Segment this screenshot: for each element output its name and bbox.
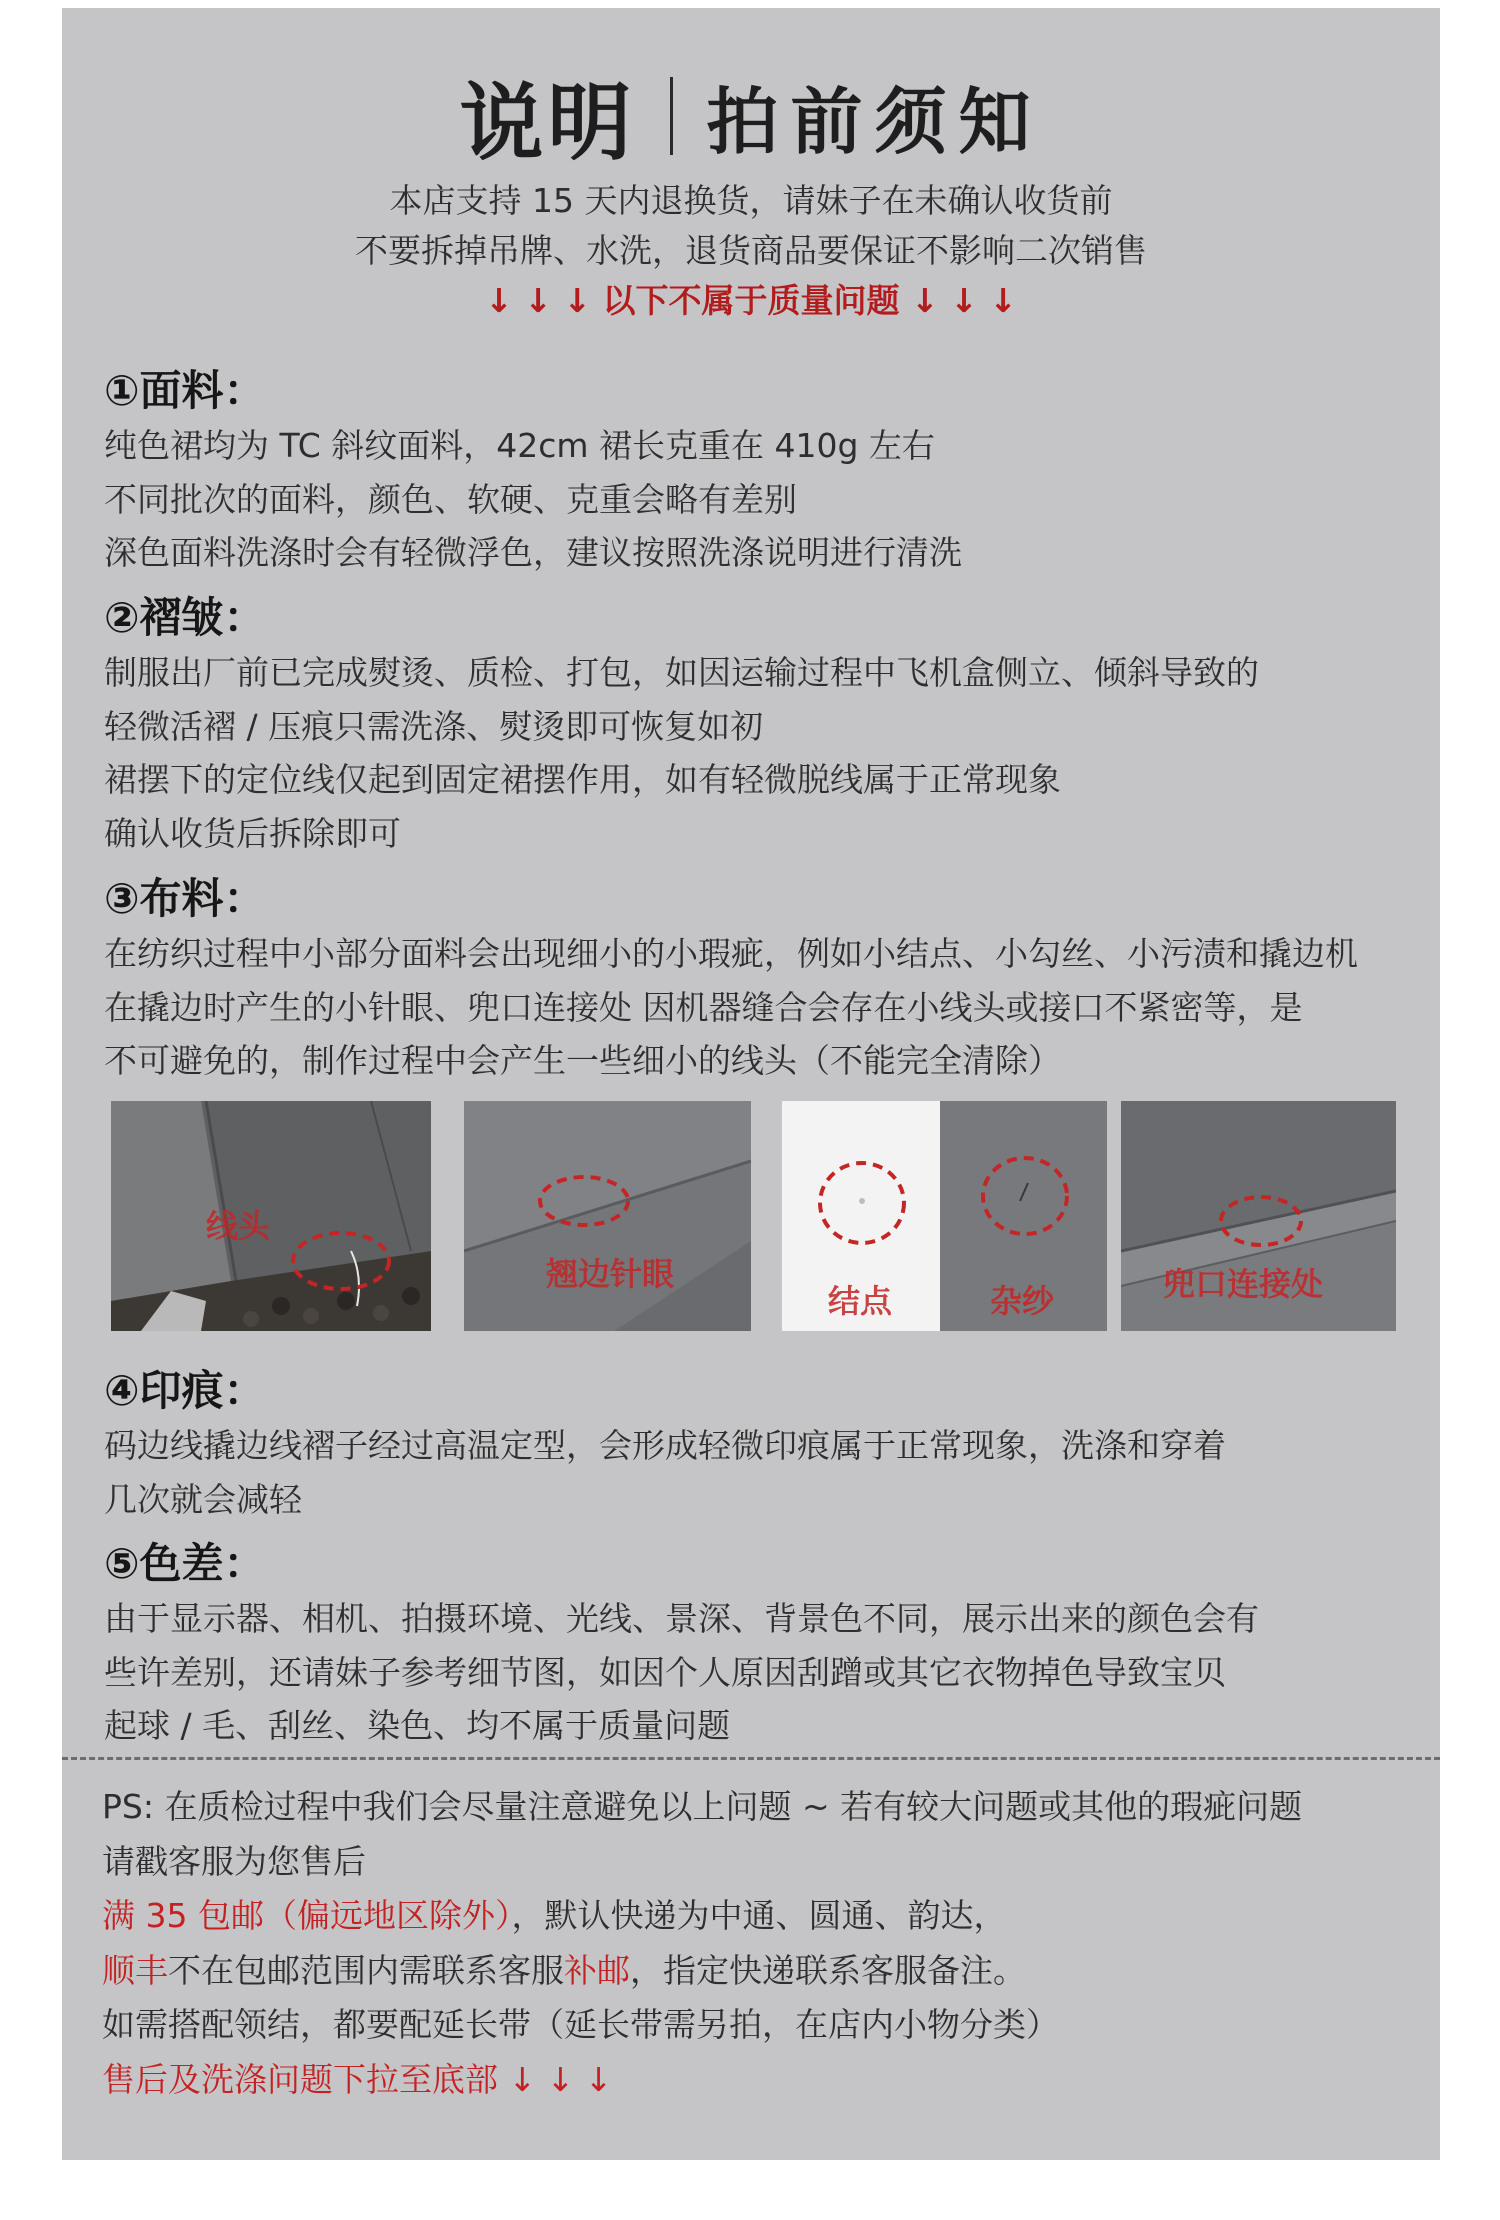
title-divider [670, 77, 673, 155]
section-color-diff [104, 1536, 1404, 1753]
photo-stray-yarn [940, 1101, 1107, 1331]
ps-block [102, 1780, 1412, 2107]
section-marks [104, 1363, 1404, 1526]
section-line: 裙摆下的定位线仅起到固定裙摆作用，如有轻微脱线属于正常现象 [104, 760, 1061, 799]
sf-express-text: 顺丰 [102, 1950, 168, 1990]
section-title: ①面料： [104, 366, 266, 415]
section-line: 些许差别，还请妹子参考细节图，如因个人原因刮蹭或其它衣物掉色导致宝贝 [104, 1652, 1226, 1692]
ps-line: 如需搭配领结，都要配延长带（延长带需另拍，在店内小物分类） [102, 2005, 1059, 2044]
section-body [104, 1592, 1404, 1753]
section-line: 深色面料洗涤时会有轻微浮色，建议按照洗涤说明进行清洗 [104, 533, 962, 572]
photo-edge-pinhole [464, 1101, 751, 1331]
photo-label: 翘边针眼 [546, 1255, 675, 1293]
section-title: ②褶皱： [104, 593, 266, 642]
section-body [104, 646, 1404, 860]
defect-photos [111, 1101, 1396, 1331]
courier-text: ，默认快递为中通、圆通、韵达， [511, 1896, 1007, 1935]
section-line: 由于显示器、相机、拍摄环境、光线、景深、背景色不同，展示出来的颜色会有 [104, 1599, 1259, 1638]
ps-line: PS: 在质检过程中我们会尽量注意避免以上问题 ~ 若有较大问题或其他的瑕疵问题 [102, 1787, 1303, 1826]
section-cloth [104, 871, 1404, 1088]
section-line: 不同批次的面料，颜色、软硬、克重会略有差别 [104, 479, 797, 519]
photo-label: 结点 [828, 1282, 893, 1320]
section-line: 起球 / 毛、刮丝、染色、均不属于质量问题 [104, 1706, 731, 1745]
photo-pocket-seam [1121, 1101, 1396, 1331]
page-title [62, 66, 1440, 172]
section-title: ③布料： [104, 874, 266, 923]
section-line: 纯色裙均为 TC 斜纹面料，42cm 裙长克重在 410g 左右 [104, 426, 935, 465]
section-body [104, 927, 1404, 1088]
section-title: ④印痕： [104, 1366, 266, 1415]
photo-label: 兜口连接处 [1163, 1265, 1324, 1303]
info-panel [62, 8, 1440, 2160]
section-title: ⑤色差： [104, 1539, 266, 1588]
sf-line [102, 1944, 1412, 1999]
intro-notice: ↓ ↓ ↓ 以下不属于质量问题 ↓ ↓ ↓ [485, 281, 1017, 320]
section-line: 制服出厂前已完成熨烫、质检、打包，如因运输过程中飞机盒侧立、倾斜导致的 [104, 653, 1259, 692]
dashed-divider [62, 1757, 1440, 1760]
section-line: 在撬边时产生的小针眼、兜口连接处 因机器缝合会存在小线头或接口不紧密等，是 [104, 987, 1303, 1027]
section-line: 不可避免的，制作过程中会产生一些细小的线头（不能完全清除） [104, 1041, 1061, 1080]
section-wrinkles [104, 590, 1404, 860]
title-right: 拍前须知 [706, 80, 1043, 164]
section-body [104, 419, 1404, 580]
after-sales-hint: 售后及洗涤问题下拉至底部 ↓ ↓ ↓ [102, 2059, 613, 2099]
intro-line-2: 不要拆掉吊牌、水洗，退货商品要保证不影响二次销售 [355, 231, 1147, 270]
sf-note: 不在包邮范围内需联系客服 [168, 1950, 564, 1990]
sf-note-end: ，指定快递联系客服备注。 [630, 1950, 1026, 1990]
section-line: 轻微活褶 / 压痕只需洗涤、熨烫即可恢复如初 [104, 706, 764, 746]
section-line: 码边线撬边线褶子经过高温定型，会形成轻微印痕属于正常现象，洗涤和穿着 [104, 1426, 1226, 1465]
section-body [104, 1419, 1404, 1526]
photo-label: 线头 [206, 1207, 271, 1245]
free-shipping-text: 满 35 包邮（偏远地区除外） [102, 1896, 512, 1935]
photo-label: 杂纱 [990, 1282, 1055, 1320]
title-left: 说明 [459, 73, 636, 172]
section-line: 在纺织过程中小部分面料会出现细小的小瑕疵，例如小结点、小勾丝、小污渍和撬边机 [104, 934, 1358, 973]
photo-knot [782, 1101, 940, 1331]
section-line: 几次就会减轻 [104, 1479, 302, 1519]
shipping-line [102, 1889, 1412, 1944]
ps-line: 请戳客服为您售后 [102, 1841, 366, 1881]
extra-postage-text: 补邮 [564, 1950, 630, 1990]
intro-line-1: 本店支持 15 天内退换货，请妹子在未确认收货前 [389, 181, 1113, 220]
section-line: 确认收货后拆除即可 [104, 813, 401, 853]
photo-loose-thread [111, 1101, 431, 1331]
intro-block [62, 176, 1440, 326]
section-fabric [104, 363, 1404, 580]
